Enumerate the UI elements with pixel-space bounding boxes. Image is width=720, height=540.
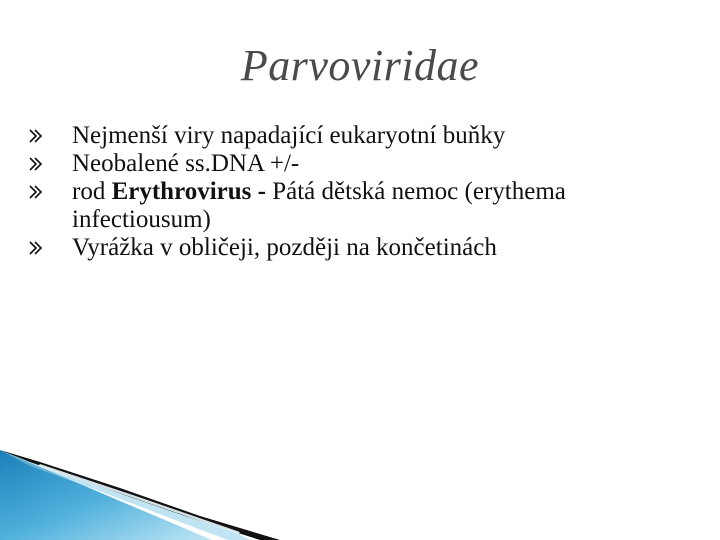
bullet-text: Vyrážka v obličeji, později na končetinách (72, 234, 497, 261)
bullet-text-suffix: Pátá dětská nemoc (erythema infectiousum) (72, 178, 566, 233)
chevron-right-icon (28, 178, 64, 206)
genus-name: Erythrovirus - (111, 178, 266, 205)
bullet-text-prefix: rod (72, 178, 112, 205)
bullet-item (28, 122, 688, 150)
bullet-text: Nejmenší viry napadající eukaryotní buňky (72, 122, 506, 149)
bullet-item (28, 178, 688, 234)
chevron-right-icon (28, 150, 64, 178)
slide-title: Parvoviridae (240, 41, 480, 90)
chevron-right-icon (28, 122, 64, 150)
bullet-item (28, 150, 688, 178)
corner-decoration (0, 450, 320, 540)
bullet-list (28, 122, 688, 262)
chevron-right-icon (28, 234, 64, 262)
bullet-item (28, 234, 688, 262)
bullet-text: Neobalené ss.DNA +/- (72, 150, 300, 177)
